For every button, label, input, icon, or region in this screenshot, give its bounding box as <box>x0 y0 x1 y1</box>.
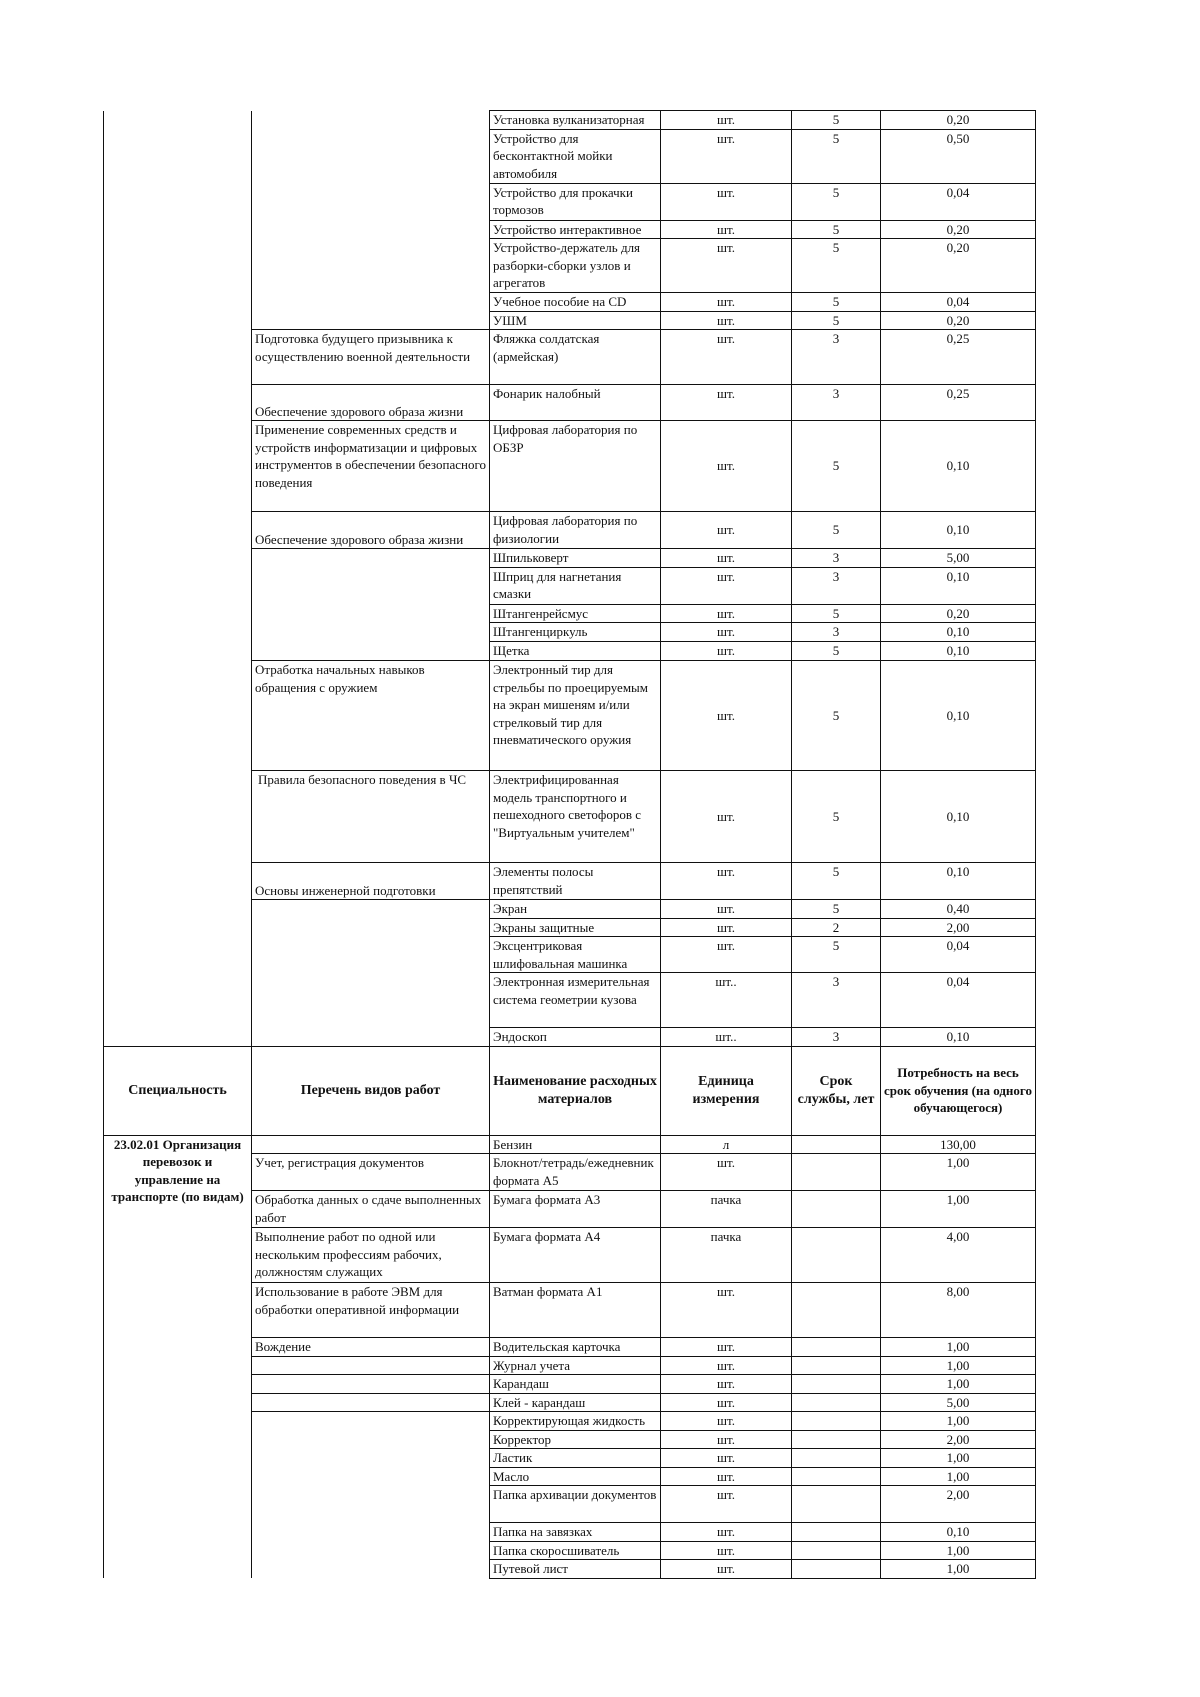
work-type: Правила безопасного поведения в ЧС <box>252 771 490 863</box>
need-cell: 0,04 <box>881 293 1036 312</box>
life-cell: 2 <box>792 918 881 937</box>
need-cell: 130,00 <box>881 1135 1036 1154</box>
work-cell-empty <box>252 549 490 661</box>
need-cell: 0,20 <box>881 220 1036 239</box>
material-name: Установка вулканизаторная <box>490 111 661 130</box>
need-cell: 1,00 <box>881 1449 1036 1468</box>
table-row <box>104 1135 1036 1154</box>
material-name: Папка на завязках <box>490 1523 661 1542</box>
material-name: УШМ <box>490 311 661 330</box>
unit-cell: пачка <box>661 1228 792 1283</box>
unit-cell: шт. <box>661 863 792 900</box>
unit-cell: шт. <box>661 1375 792 1394</box>
unit-cell: шт. <box>661 239 792 293</box>
material-name: Устройство интерактивное <box>490 220 661 239</box>
life-cell <box>792 1135 881 1154</box>
material-name: Блокнот/тетрадь/ежедневник формата А5 <box>490 1154 661 1191</box>
unit-cell: шт. <box>661 1523 792 1542</box>
life-cell <box>792 1449 881 1468</box>
work-type: Обработка данных о сдаче выполненных работ <box>252 1191 490 1228</box>
unit-cell: шт.. <box>661 1028 792 1047</box>
life-cell <box>792 1228 881 1283</box>
material-name: Экран <box>490 900 661 919</box>
life-cell <box>792 1393 881 1412</box>
material-name: Устройство для бесконтактной мойки автомобиля <box>490 129 661 183</box>
material-name: Цифровая лаборатория по физиологии <box>490 512 661 549</box>
unit-cell: шт. <box>661 604 792 623</box>
specialty-cell-empty <box>104 111 252 1047</box>
unit-cell: шт. <box>661 1412 792 1431</box>
life-cell: 3 <box>792 549 881 568</box>
need-cell: 1,00 <box>881 1191 1036 1228</box>
table-row <box>104 111 1036 130</box>
material-name: Папка скоросшиватель <box>490 1541 661 1560</box>
material-name: Бумага формата А3 <box>490 1191 661 1228</box>
unit-cell: шт. <box>661 311 792 330</box>
material-name: Клей - карандаш <box>490 1393 661 1412</box>
header-unit: Единица измерения <box>661 1046 792 1135</box>
unit-cell: шт. <box>661 900 792 919</box>
unit-cell: пачка <box>661 1191 792 1228</box>
unit-cell: шт. <box>661 549 792 568</box>
need-cell: 0,20 <box>881 111 1036 130</box>
unit-cell: шт. <box>661 1486 792 1523</box>
header-specialty: Специальность <box>104 1046 252 1135</box>
unit-cell: шт. <box>661 183 792 220</box>
unit-cell: шт. <box>661 1338 792 1357</box>
life-cell: 5 <box>792 183 881 220</box>
material-name: Корректор <box>490 1430 661 1449</box>
material-name: Электронная измерительная система геометрии кузова <box>490 973 661 1028</box>
life-cell <box>792 1154 881 1191</box>
work-cell-empty <box>252 111 490 330</box>
header-materials: Наименование расходных материалов <box>490 1046 661 1135</box>
need-cell: 0,50 <box>881 129 1036 183</box>
work-type: Выполнение работ по одной или нескольким профессиям рабочих, должностям служащих <box>252 1228 490 1283</box>
need-cell: 0,25 <box>881 330 1036 385</box>
life-cell: 5 <box>792 220 881 239</box>
work-type: Отработка начальных навыков обращения с оружием <box>252 661 490 771</box>
material-name: Фонарик налобный <box>490 385 661 421</box>
need-cell: 0,04 <box>881 183 1036 220</box>
work-type: Основы инженерной подготовки <box>252 863 490 900</box>
material-name: Водительская карточка <box>490 1338 661 1357</box>
unit-cell: шт. <box>661 1449 792 1468</box>
material-name: Шпильковерт <box>490 549 661 568</box>
life-cell <box>792 1191 881 1228</box>
material-name: Фляжка солдатская (армейская) <box>490 330 661 385</box>
need-cell: 1,00 <box>881 1467 1036 1486</box>
work-cell-empty <box>252 1375 490 1394</box>
material-name: Электрифицированная модель транспортного и пешеходного светофоров с "Виртуальным учителем" <box>490 771 661 863</box>
material-name: Щетка <box>490 642 661 661</box>
work-cell-empty <box>252 1393 490 1412</box>
need-cell: 0,10 <box>881 642 1036 661</box>
material-name: Бензин <box>490 1135 661 1154</box>
document-page <box>103 110 1035 1579</box>
need-cell: 1,00 <box>881 1541 1036 1560</box>
need-cell: 0,25 <box>881 385 1036 421</box>
material-name: Штангенрейсмус <box>490 604 661 623</box>
work-cell-empty <box>252 900 490 1047</box>
material-name: Электронный тир для стрельбы по проецируемым на экран мишеням и/или стрелковый тир для пневматического оружия <box>490 661 661 771</box>
unit-cell: шт. <box>661 661 792 771</box>
material-name: Эксцентриковая шлифовальная машинка <box>490 937 661 973</box>
material-name: Устройство-держатель для разборки-сборки узлов и агрегатов <box>490 239 661 293</box>
material-name: Эндоскоп <box>490 1028 661 1047</box>
need-cell: 0,10 <box>881 512 1036 549</box>
unit-cell: шт. <box>661 623 792 642</box>
life-cell <box>792 1467 881 1486</box>
unit-cell: шт. <box>661 1541 792 1560</box>
need-cell: 1,00 <box>881 1338 1036 1357</box>
material-name: Шприц для нагнетания смазки <box>490 567 661 604</box>
life-cell: 5 <box>792 129 881 183</box>
material-name: Элементы полосы препятствий <box>490 863 661 900</box>
material-name: Устройство для прокачки тормозов <box>490 183 661 220</box>
material-name: Бумага формата А4 <box>490 1228 661 1283</box>
life-cell: 5 <box>792 604 881 623</box>
need-cell: 5,00 <box>881 1393 1036 1412</box>
need-cell: 0,04 <box>881 973 1036 1028</box>
unit-cell: шт. <box>661 385 792 421</box>
life-cell: 5 <box>792 421 881 512</box>
need-cell: 0,10 <box>881 661 1036 771</box>
need-cell: 0,10 <box>881 421 1036 512</box>
unit-cell: шт. <box>661 330 792 385</box>
unit-cell: шт. <box>661 1283 792 1338</box>
life-cell <box>792 1486 881 1523</box>
unit-cell: шт. <box>661 642 792 661</box>
material-name: Масло <box>490 1467 661 1486</box>
unit-cell: шт. <box>661 512 792 549</box>
unit-cell: шт. <box>661 918 792 937</box>
need-cell: 0,04 <box>881 937 1036 973</box>
unit-cell: шт. <box>661 129 792 183</box>
life-cell <box>792 1412 881 1431</box>
unit-cell: шт. <box>661 421 792 512</box>
work-type: Применение современных средств и устройств информатизации и цифровых инструментов в обеспечении безопасного поведения <box>252 421 490 512</box>
need-cell: 1,00 <box>881 1154 1036 1191</box>
need-cell: 1,00 <box>881 1375 1036 1394</box>
need-cell: 2,00 <box>881 1486 1036 1523</box>
life-cell: 5 <box>792 900 881 919</box>
need-cell: 0,10 <box>881 1028 1036 1047</box>
work-type: Подготовка будущего призывника к осуществлению военной деятельности <box>252 330 490 385</box>
life-cell: 3 <box>792 385 881 421</box>
need-cell: 0,10 <box>881 1523 1036 1542</box>
need-cell: 0,40 <box>881 900 1036 919</box>
need-cell: 0,10 <box>881 623 1036 642</box>
work-type: Вождение <box>252 1338 490 1357</box>
life-cell: 5 <box>792 771 881 863</box>
unit-cell: шт.. <box>661 973 792 1028</box>
unit-cell: шт. <box>661 1560 792 1579</box>
life-cell <box>792 1560 881 1579</box>
unit-cell: шт. <box>661 771 792 863</box>
life-cell: 5 <box>792 642 881 661</box>
life-cell <box>792 1375 881 1394</box>
life-cell: 5 <box>792 111 881 130</box>
need-cell: 0,10 <box>881 771 1036 863</box>
need-cell: 0,20 <box>881 239 1036 293</box>
need-cell: 4,00 <box>881 1228 1036 1283</box>
life-cell <box>792 1356 881 1375</box>
header-need: Потребность на весь срок обучения (на одного обучающегося) <box>881 1046 1036 1135</box>
material-name: Экраны защитные <box>490 918 661 937</box>
unit-cell: шт. <box>661 1154 792 1191</box>
life-cell <box>792 1430 881 1449</box>
need-cell: 1,00 <box>881 1412 1036 1431</box>
work-cell-empty <box>252 1356 490 1375</box>
life-cell: 5 <box>792 937 881 973</box>
consumables-table <box>103 110 1036 1579</box>
unit-cell: шт. <box>661 1430 792 1449</box>
need-cell: 0,20 <box>881 311 1036 330</box>
material-name: Штангенциркуль <box>490 623 661 642</box>
header-work-types: Перечень видов работ <box>252 1046 490 1135</box>
unit-cell: шт. <box>661 1356 792 1375</box>
work-cell-empty <box>252 1135 490 1154</box>
life-cell: 3 <box>792 567 881 604</box>
unit-cell: шт. <box>661 1467 792 1486</box>
work-type: Учет, регистрация документов <box>252 1154 490 1191</box>
need-cell: 1,00 <box>881 1560 1036 1579</box>
header-row <box>104 1046 1036 1135</box>
life-cell: 3 <box>792 623 881 642</box>
life-cell <box>792 1523 881 1542</box>
unit-cell: шт. <box>661 937 792 973</box>
life-cell: 3 <box>792 1028 881 1047</box>
need-cell: 8,00 <box>881 1283 1036 1338</box>
unit-cell: л <box>661 1135 792 1154</box>
material-name: Цифровая лаборатория по ОБЗР <box>490 421 661 512</box>
life-cell: 5 <box>792 863 881 900</box>
unit-cell: шт. <box>661 220 792 239</box>
life-cell: 3 <box>792 973 881 1028</box>
work-type: Обеспечение здорового образа жизни <box>252 512 490 549</box>
material-name: Корректирующая жидкость <box>490 1412 661 1431</box>
life-cell: 5 <box>792 512 881 549</box>
life-cell <box>792 1283 881 1338</box>
need-cell: 1,00 <box>881 1356 1036 1375</box>
header-service-life: Срок службы, лет <box>792 1046 881 1135</box>
unit-cell: шт. <box>661 111 792 130</box>
material-name: Журнал учета <box>490 1356 661 1375</box>
life-cell <box>792 1338 881 1357</box>
unit-cell: шт. <box>661 567 792 604</box>
need-cell: 0,10 <box>881 863 1036 900</box>
material-name: Папка архивации документов <box>490 1486 661 1523</box>
work-type: Обеспечение здорового образа жизни <box>252 385 490 421</box>
life-cell <box>792 1541 881 1560</box>
need-cell: 2,00 <box>881 918 1036 937</box>
need-cell: 0,20 <box>881 604 1036 623</box>
life-cell: 5 <box>792 293 881 312</box>
life-cell: 3 <box>792 330 881 385</box>
life-cell: 5 <box>792 239 881 293</box>
unit-cell: шт. <box>661 293 792 312</box>
need-cell: 0,10 <box>881 567 1036 604</box>
life-cell: 5 <box>792 311 881 330</box>
need-cell: 2,00 <box>881 1430 1036 1449</box>
material-name: Путевой лист <box>490 1560 661 1579</box>
material-name: Ластик <box>490 1449 661 1468</box>
material-name: Ватман формата А1 <box>490 1283 661 1338</box>
material-name: Карандаш <box>490 1375 661 1394</box>
unit-cell: шт. <box>661 1393 792 1412</box>
specialty-code: 23.02.01 Организация перевозок и управление на транспорте (по видам) <box>104 1135 252 1578</box>
need-cell: 5,00 <box>881 549 1036 568</box>
material-name: Учебное пособие на CD <box>490 293 661 312</box>
work-type: Использование в работе ЭВМ для обработки оперативной информации <box>252 1283 490 1338</box>
life-cell: 5 <box>792 661 881 771</box>
work-cell-empty <box>252 1412 490 1579</box>
